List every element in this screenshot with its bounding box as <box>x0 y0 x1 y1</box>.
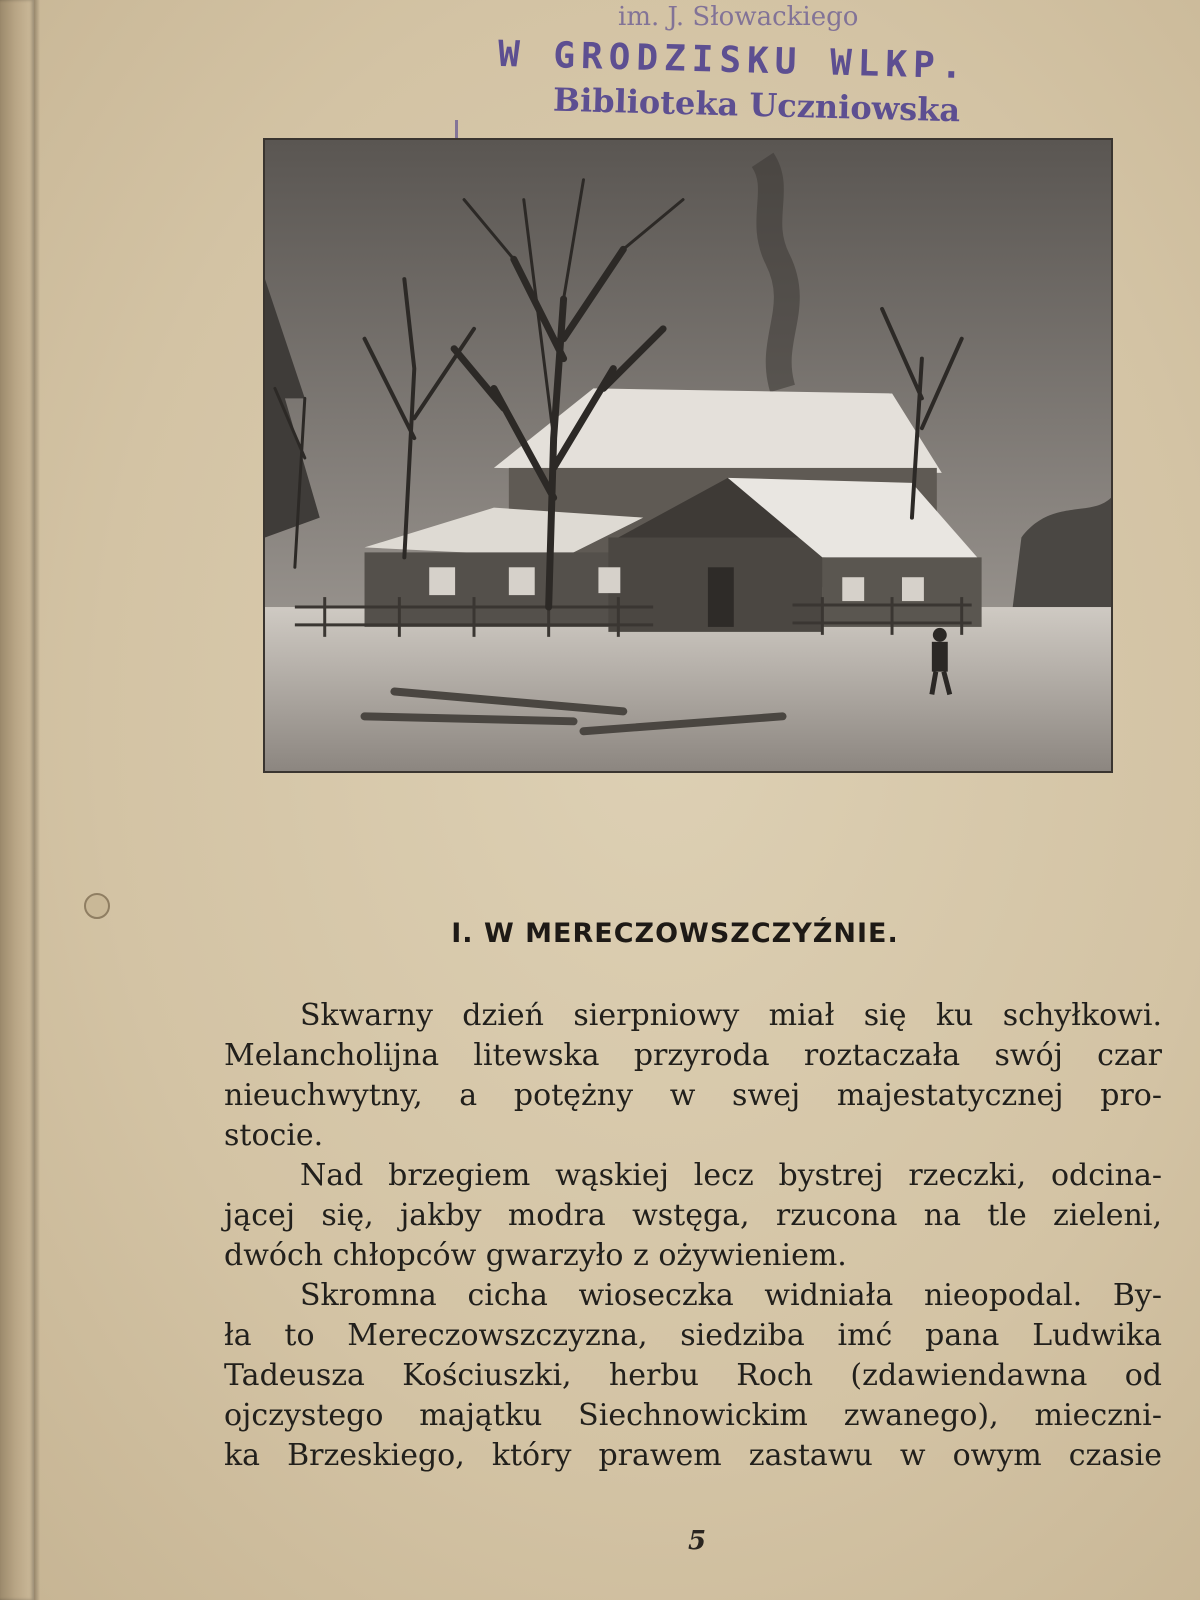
manor-engraving <box>265 140 1111 771</box>
text-line: ła to Mereczowszczyzna, siedziba imć pana Ludwika <box>224 1318 1162 1353</box>
window <box>509 567 535 595</box>
text-line: Melancholijna litewska przyroda roztaczała swój czar <box>224 1038 1162 1073</box>
text-line: Skwarny dzień sierpniowy miał się ku schyłkowi. <box>300 998 1162 1033</box>
stamp-line-library: Biblioteka Uczniowska <box>552 80 961 130</box>
illustration-winter-manor <box>263 138 1113 773</box>
window <box>842 577 864 601</box>
text-line: stocie. <box>224 1118 324 1153</box>
text-line: jącej się, jakby modra wstęga, rzucona na tle zieleni, <box>224 1198 1162 1233</box>
window <box>902 577 924 601</box>
chapter-body <box>224 996 1162 1476</box>
spine-shadow <box>34 0 40 1600</box>
text-line: Skromna cicha wioseczka widniała nieopodal. By- <box>300 1278 1162 1313</box>
window <box>598 567 620 593</box>
stamp-line-patron: im. J. Słowackiego <box>618 2 859 32</box>
window <box>429 567 455 595</box>
text-line: Tadeusza Kościuszki, herbu Roch (zdawiendawna od <box>224 1358 1162 1393</box>
binding-hole <box>84 893 110 919</box>
page-number: 5 <box>688 1526 707 1556</box>
text-line: dwóch chłopców gwarzyło z ożywieniem. <box>224 1238 847 1273</box>
text-line: ka Brzeskiego, który prawem zastawu w owym czasie <box>224 1438 1162 1473</box>
chapter-heading: I. W MERECZOWSZCZYŹNIE. <box>451 918 899 949</box>
door <box>708 567 734 627</box>
text-line: ojczystego majątku Siechnowickim zwanego), mieczni- <box>224 1398 1162 1433</box>
stamp-line-town: W GRODZISKU WLKP. <box>497 33 969 88</box>
text-line: nieuchwytny, a potężny w swej majestatycznej pro- <box>224 1078 1162 1113</box>
book-spine <box>0 0 34 1600</box>
text-line: Nad brzegiem wąskiej lecz bystrej rzeczki, odcina- <box>300 1158 1162 1193</box>
